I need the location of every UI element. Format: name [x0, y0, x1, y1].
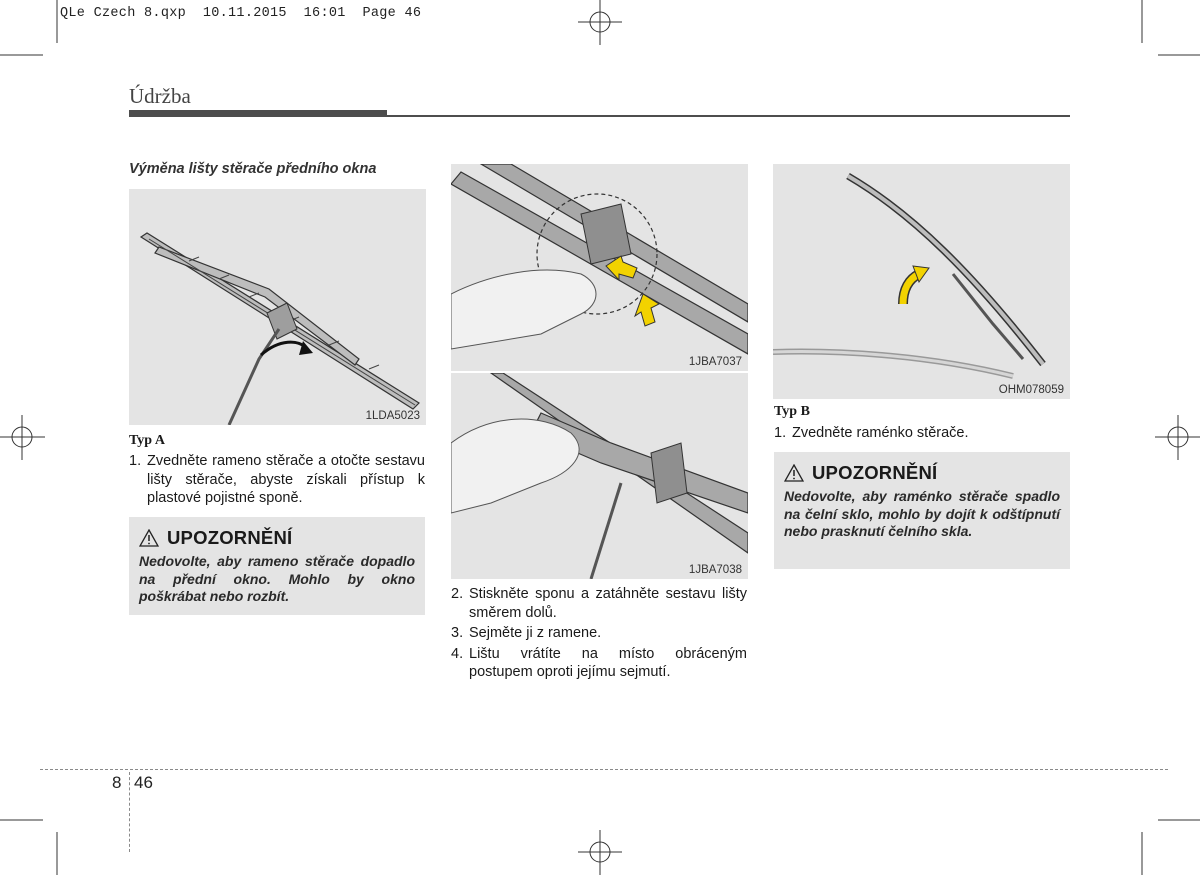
- figure-code: 1JBA7038: [688, 564, 742, 576]
- page-title: Údržba: [129, 84, 191, 108]
- type-a-steps-continued: [451, 585, 747, 684]
- caution-title: UPOZORNĚNÍ: [812, 462, 938, 483]
- step-number: 3.: [451, 625, 464, 641]
- wiper-blade-removal-illustration: [451, 373, 748, 579]
- figure-code: 1LDA5023: [365, 410, 420, 422]
- caution-header: [129, 517, 425, 549]
- wiper-type-a-illustration: [129, 189, 426, 425]
- wiper-clip-press-illustration: [451, 164, 748, 371]
- step-text: Sejměte ji z ramene.: [469, 625, 602, 641]
- footer-divider: [129, 772, 130, 852]
- step-number: 1.: [774, 425, 787, 441]
- type-b-label: Typ B: [774, 404, 810, 419]
- caution-text: Nedovolte, aby raménko stěrače spadlo na čelní sklo, mohlo by dojít k odštípnutí nebo prasknutí čelního skla.: [784, 488, 1060, 539]
- step-number: 2.: [451, 586, 464, 602]
- type-a-steps: [129, 452, 425, 510]
- caution-text: Nedovolte, aby rameno stěrače dopadlo na přední okno. Mohlo by okno poškrábat nebo rozbít.: [139, 553, 415, 604]
- chapter-number: 8: [112, 773, 122, 792]
- step-number: 4.: [451, 645, 464, 662]
- figure-step-2-top: [451, 164, 748, 371]
- wiper-type-b-illustration: [773, 164, 1070, 399]
- warning-triangle-icon: [139, 529, 159, 547]
- registration-mark-icon: [1155, 415, 1200, 460]
- registration-mark-icon: [0, 415, 45, 460]
- step-item: [451, 645, 747, 682]
- slug-line: QLe Czech 8.qxp 10.11.2015 16:01 Page 46: [60, 6, 422, 21]
- caution-header: [774, 452, 1070, 484]
- step-number: 1.: [129, 453, 142, 469]
- step-text: Lištu vrátíte na místo obráceným postupem oproti jejímu sejmutí.: [469, 645, 747, 680]
- step-item: [451, 624, 747, 643]
- step-item: [129, 452, 425, 508]
- type-b-steps: [774, 424, 1070, 445]
- step-item: [774, 424, 1070, 443]
- caution-title: UPOZORNĚNÍ: [167, 527, 293, 548]
- step-text: Zvedněte rameno stěrače a otočte sestavu lišty stěrače, abyste získali přístup k plastové pojistné sponě.: [147, 453, 425, 506]
- warning-triangle-icon: [784, 464, 804, 482]
- figure-type-b: [773, 164, 1070, 399]
- section-subheading: Výměna lišty stěrače předního okna: [129, 161, 377, 177]
- figure-step-2-bottom: [451, 373, 748, 579]
- title-rule-thick: [129, 110, 387, 117]
- caution-box-type-a: [129, 517, 425, 615]
- figure-code: 1JBA7037: [688, 356, 742, 368]
- registration-mark-icon: [578, 830, 622, 875]
- step-text: Stiskněte sponu a zatáhněte sestavu lišty směrem dolů.: [469, 586, 747, 621]
- step-item: [451, 585, 747, 622]
- caution-box-type-b: [774, 452, 1070, 569]
- registration-mark-icon: [578, 0, 622, 45]
- title-rule-thin: [387, 115, 1070, 117]
- footer-rule: [40, 769, 1168, 770]
- figure-code: OHM078059: [998, 384, 1064, 396]
- page-number: 46: [134, 773, 153, 792]
- figure-type-a: [129, 189, 426, 425]
- type-a-label: Typ A: [129, 433, 165, 448]
- step-text: Zvedněte raménko stěrače.: [792, 425, 969, 441]
